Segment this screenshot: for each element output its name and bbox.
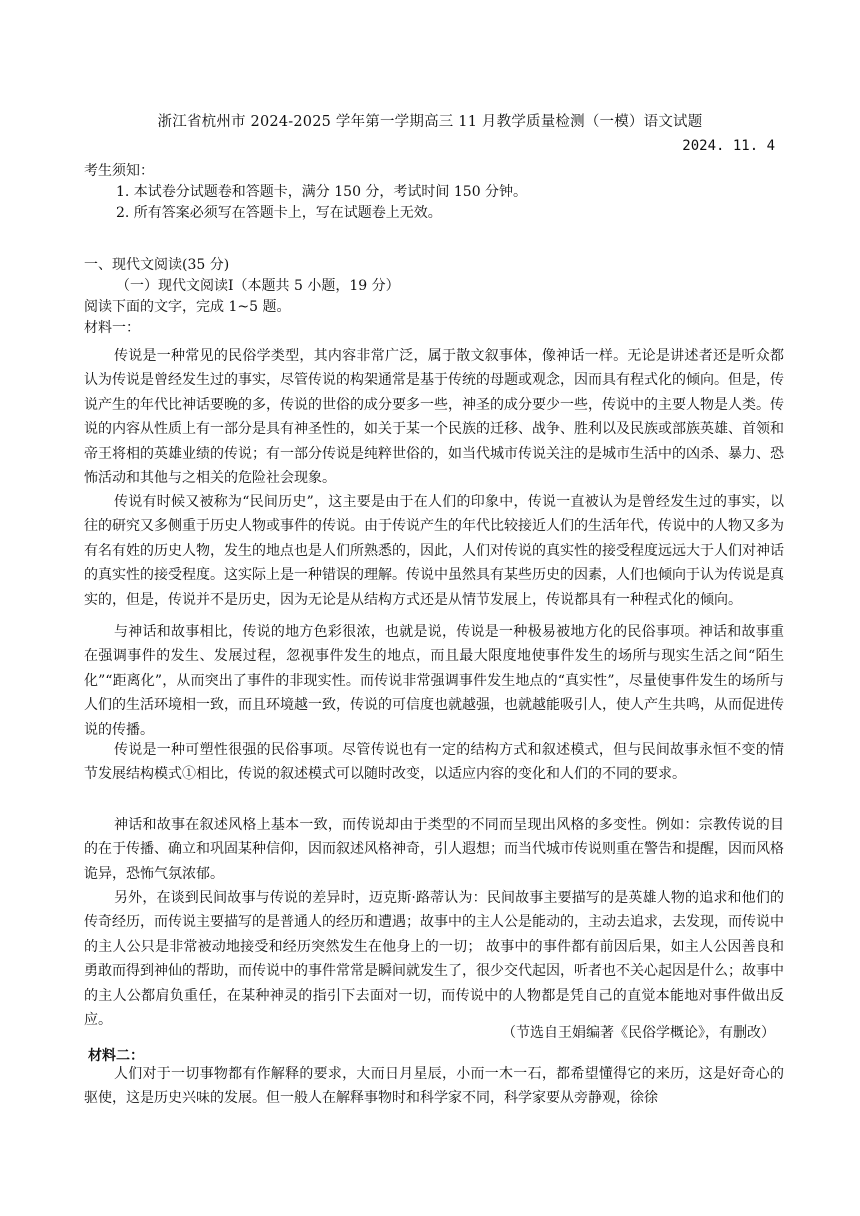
paragraph-5: 神话和故事在叙述风格上基本一致，而传说却由于类型的不同而呈现出风格的多变性。例如：宗教传说的目的在于传播、确立和巩固某种信仰，因而叙述风格神奇，引人遐想；而当代城市传说则重在警告和提醒，因而风格诡异，恐怖气氛浓郁。 <box>84 817 784 882</box>
material-one-label: 材料一： <box>84 320 140 336</box>
reading-instruction: 阅读下面的文字，完成 1~5 题。 <box>84 299 291 315</box>
notice-item-2: 2. 所有答案必须写在答题卡上，写在试题卷上无效。 <box>116 205 442 221</box>
exam-date: 2024. 11. 4 <box>682 138 775 154</box>
section-header-block <box>84 255 784 339</box>
paragraph-3: 与神话和故事相比，传说的地方色彩很浓，也就是说，传说是一种极易被地方化的民俗事项。神话和故事重在强调事件的发生、发展过程，忽视事件发生的地点，而且最大限度地使事件发生的场所与现实生活之间“陌生化”“距离化”，从而突出了事件的非现实性。而传说非常强调事件发生地点的“真实性”，尽量使事件发生的场所与人们的生活环境相一致，而且环境越一致，传说的可信度也就越强，也就越能吸引人，使人产生共鸣，从而促进传说的传播。 <box>84 624 784 738</box>
notice-heading: 考生须知： <box>84 163 154 179</box>
sub-section-heading: （一）现代文阅读Ⅰ（本题共 5 小题，19 分） <box>116 278 400 294</box>
paragraph-4: 传说是一种可塑性很强的民俗事项。尽管传说也有一定的结构方式和叙述模式，但与民间故事永恒不变的情节发展结构模式①相比，传说的叙述模式可以随时改变，以适应内容的变化和人们的不同的要求。 <box>84 742 784 783</box>
section-heading: 一、现代文阅读(35 分) <box>84 257 230 273</box>
material-two-label: 材料二： <box>88 1048 144 1064</box>
paragraph-1: 传说是一种常见的民俗学类型，其内容非常广泛，属于散文叙事体，像神话一样。无论是讲述者还是听众都认为传说是曾经发生过的事实，尽管传说的构架通常是基于传统的母题或观念，因而具有程式化的倾向。但是，传说产生的年代比神话要晚的多，传说的世俗的成分要多一些，神圣的成分要少一些，传说中的主要人物是人类。传说的内容从性质上有一部分是具有神圣性的，如关于某一个民族的迁移、战争、胜利以及民族或部族英雄、首领和帝王将相的英雄业绩的传说；有一部分传说是纯粹世俗的，如当代城市传说关注的是城市生活中的凶杀、暴力、恐怖活动和其他与之相关的危险社会现象。 <box>84 348 784 487</box>
exam-title: 浙江省杭州市 2024-2025 学年第一学期高三 11 月教学质量检测（一模）语文试题 <box>157 114 703 130</box>
paragraph-material-2: 人们对于一切事物都有作解释的要求，大而日月星辰，小而一木一石，都希望懂得它的来历，这是好奇心的驱使，这是历史兴味的发展。但一般人在解释事物时和科学家不同，科学家要从旁静观，徐徐 <box>84 1066 784 1107</box>
notice-block <box>84 161 784 224</box>
paragraph-6: 另外，在谈到民间故事与传说的差异时，迈克斯·路蒂认为：民间故事主要描写的是英雄人物的追求和他们的传奇经历，而传说主要描写的是普通人的经历和遭遇；故事中的主人公是能动的，主动去追求，去发现，而传说中的主人公只是非常被动地接受和经历突然发生在他身上的一切； 故事中的事件都有前因后果，如主人公因善良和勇敢而得到神仙的帮助，而传说中的事件常常是瞬间就发生了，很少交代起因，听者也不关心起因是什么；故事中的主人公都肩负重任，在某种神灵的指引下去面对一切，而传说中的人物都是凭自己的直觉本能地对事件做出反应。 <box>84 890 784 1029</box>
notice-item-1: 1. 本试卷分试题卷和答题卡，满分 150 分，考试时间 150 分钟。 <box>116 184 528 200</box>
source-citation: （节选自王娟编著《民俗学概论》，有删改） <box>502 1025 775 1041</box>
paragraph-2: 传说有时候又被称为“民间历史”，这主要是由于在人们的印象中，传说一直被认为是曾经发生过的事实，以往的研究又多侧重于历史人物或事件的传说。由于传说产生的年代比较接近人们的生活年代，传说中的人物又多为有名有姓的历史人物，发生的地点也是人们所熟悉的，因此，人们对传说的真实性的接受程度远远大于人们对神话的真实性的接受程度。这实际上是一种错误的理解。传说中虽然具有某些历史的因素，人们也倾向于认为传说是真实的，但是，传说并不是历史，因为无论是从结构方式还是从情节发展上，传说都具有一种程式化的倾向。 <box>84 494 784 608</box>
